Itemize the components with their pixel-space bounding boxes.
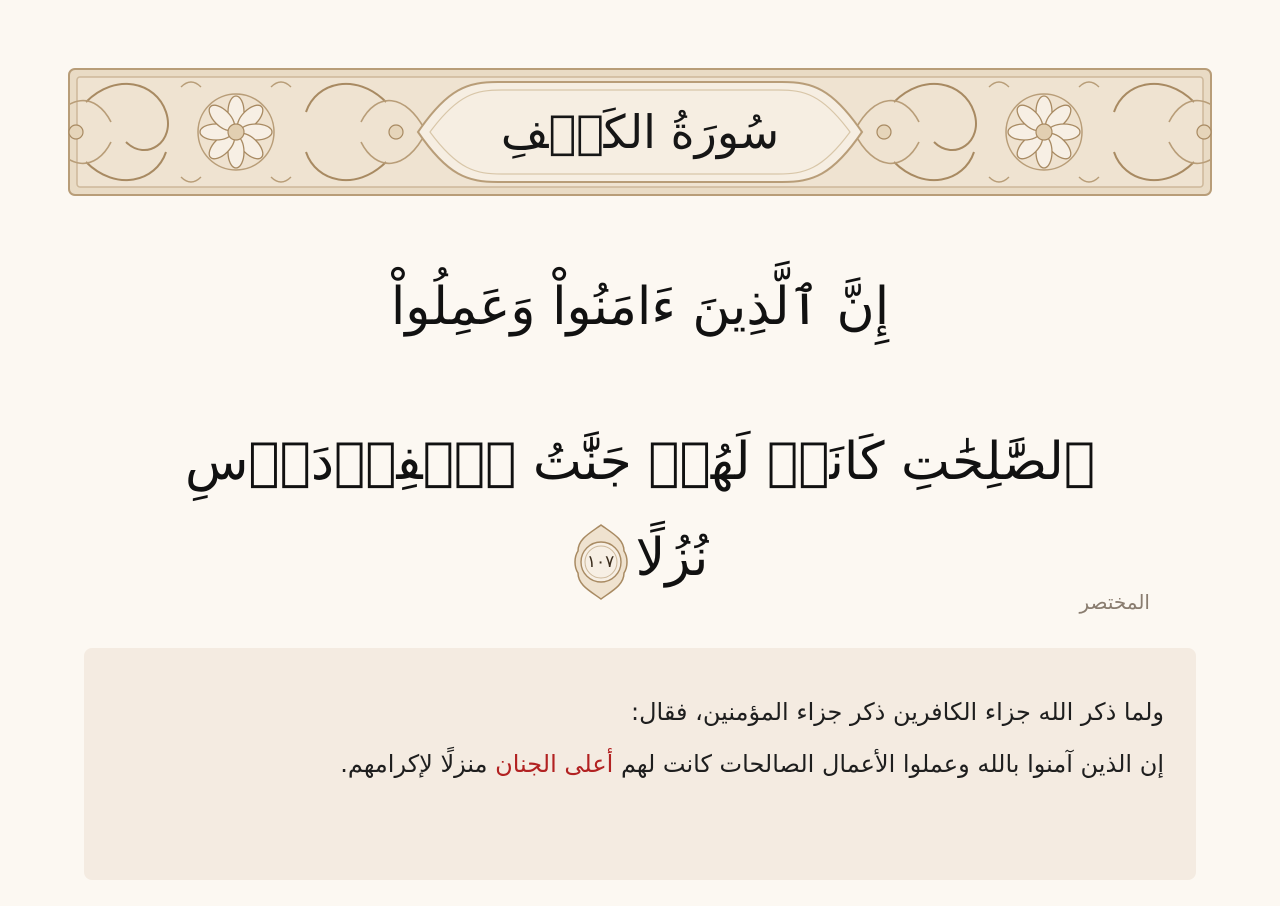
tafsir-body-end: منزلًا لإكرامهم. bbox=[340, 750, 496, 778]
tafsir-source-label: المختصر bbox=[1079, 590, 1150, 614]
surah-header-banner bbox=[68, 68, 1212, 196]
tafsir-body bbox=[124, 738, 1164, 790]
ayah-number: ١٠٧ bbox=[586, 551, 615, 572]
verse-line-2-text: ٱلصَّٰلِحَٰتِ كَانَتۡ لَهُمۡ جَنَّٰتُ ٱلۡفِرۡدَوۡسِ نُزُلًا bbox=[184, 432, 1096, 588]
tafsir-text bbox=[124, 686, 1164, 790]
tafsir-body-start: إن الذين آمنوا بالله وعملوا الأعمال الصالحات كانت لهم bbox=[613, 750, 1164, 778]
tafsir-highlight: أعلى الجنان bbox=[495, 750, 614, 778]
verse-line-2[interactable] bbox=[150, 414, 1130, 588]
verse-line-1[interactable]: إِنَّ ٱلَّذِينَ ءَامَنُواْ وَعَمِلُواْ bbox=[390, 277, 890, 337]
tafsir-intro: ولما ذكر الله جزاء الكافرين ذكر جزاء المؤمنين، فقال: bbox=[631, 698, 1164, 726]
tafsir-card bbox=[84, 648, 1196, 880]
ayah-end-medallion-icon[interactable] bbox=[572, 523, 630, 601]
surah-title: سُورَةُ الكَهۡفِ bbox=[500, 105, 780, 159]
